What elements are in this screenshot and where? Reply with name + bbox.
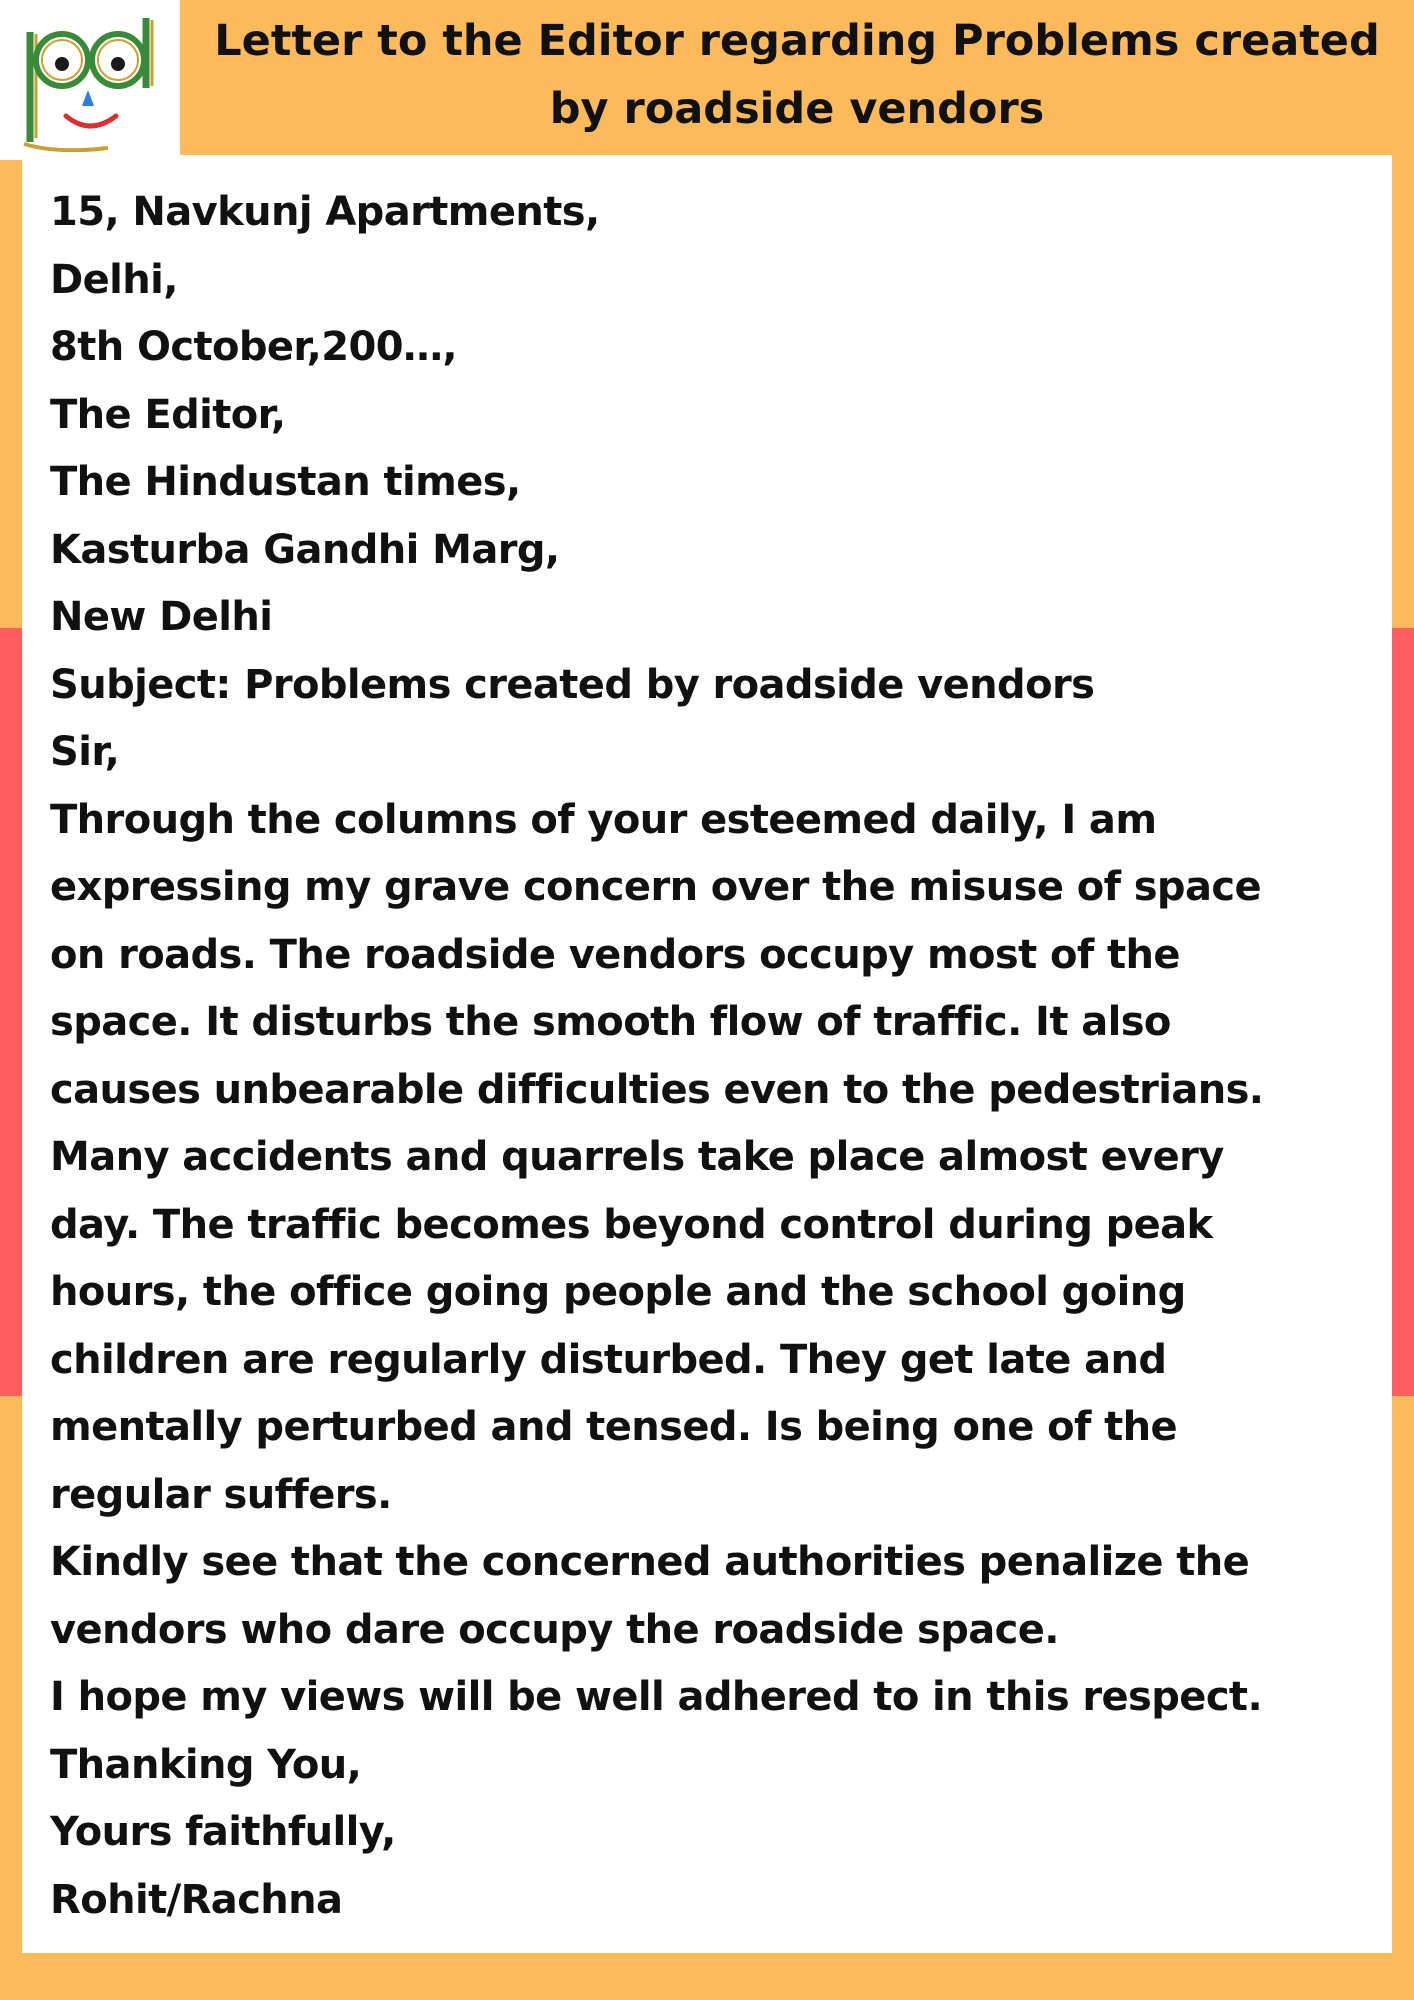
letter-closing: Thanking You, [50,1741,362,1788]
sender-address-line: 15, Navkunj Apartments, [50,189,600,235]
body-line: I hope my views will be well adhered to in this respect. [50,1674,1263,1720]
body-line: day. The traffic becomes beyond control during peak [50,1201,1213,1248]
recipient-line: New Delhi [50,594,273,640]
body-line: Through the columns of your esteemed daily, I am [50,796,1157,843]
page-title-line-1: Letter to the Editor regarding Problems created [214,16,1380,66]
sender-address-line: Delhi, [50,256,178,303]
recipient-line: The Editor, [50,391,286,438]
body-line: hours, the office going people and the school going [50,1269,1186,1315]
logo [0,0,180,160]
page-title-line-2: by roadside vendors [549,84,1045,134]
letter-date: 8th October,200…, [50,324,457,370]
body-line: Kindly see that the concerned authorities penalize the [50,1539,1250,1585]
recipient-line: Kasturba Gandhi Marg, [50,526,560,573]
body-line: regular suffers. [50,1471,392,1518]
body-line: mentally perturbed and tensed. Is being one of the [50,1404,1178,1450]
letter-card [22,155,1392,1953]
letter-signature: Rohit/Rachna [50,1876,343,1923]
pd-logo-face-icon [18,12,168,152]
body-line: children are regularly disturbed. They get late and [50,1336,1167,1383]
recipient-line: The Hindustan times, [50,459,521,505]
letter-salutation: Sir, [50,729,120,775]
page-title [180,0,1414,150]
body-line: on roads. The roadside vendors occupy most of the [50,931,1180,978]
body-line: vendors who dare occupy the roadside space. [50,1606,1059,1653]
letter-subject: Subject: Problems created by roadside vendors [50,661,1095,708]
body-line: space. It disturbs the smooth flow of traffic. It also [50,999,1171,1045]
letter-closing: Yours faithfully, [50,1809,396,1855]
body-line: causes unbearable difficulties even to the pedestrians. [50,1066,1264,1113]
body-line: Many accidents and quarrels take place almost every [50,1134,1224,1180]
body-line: expressing my grave concern over the misuse of space [50,864,1261,910]
